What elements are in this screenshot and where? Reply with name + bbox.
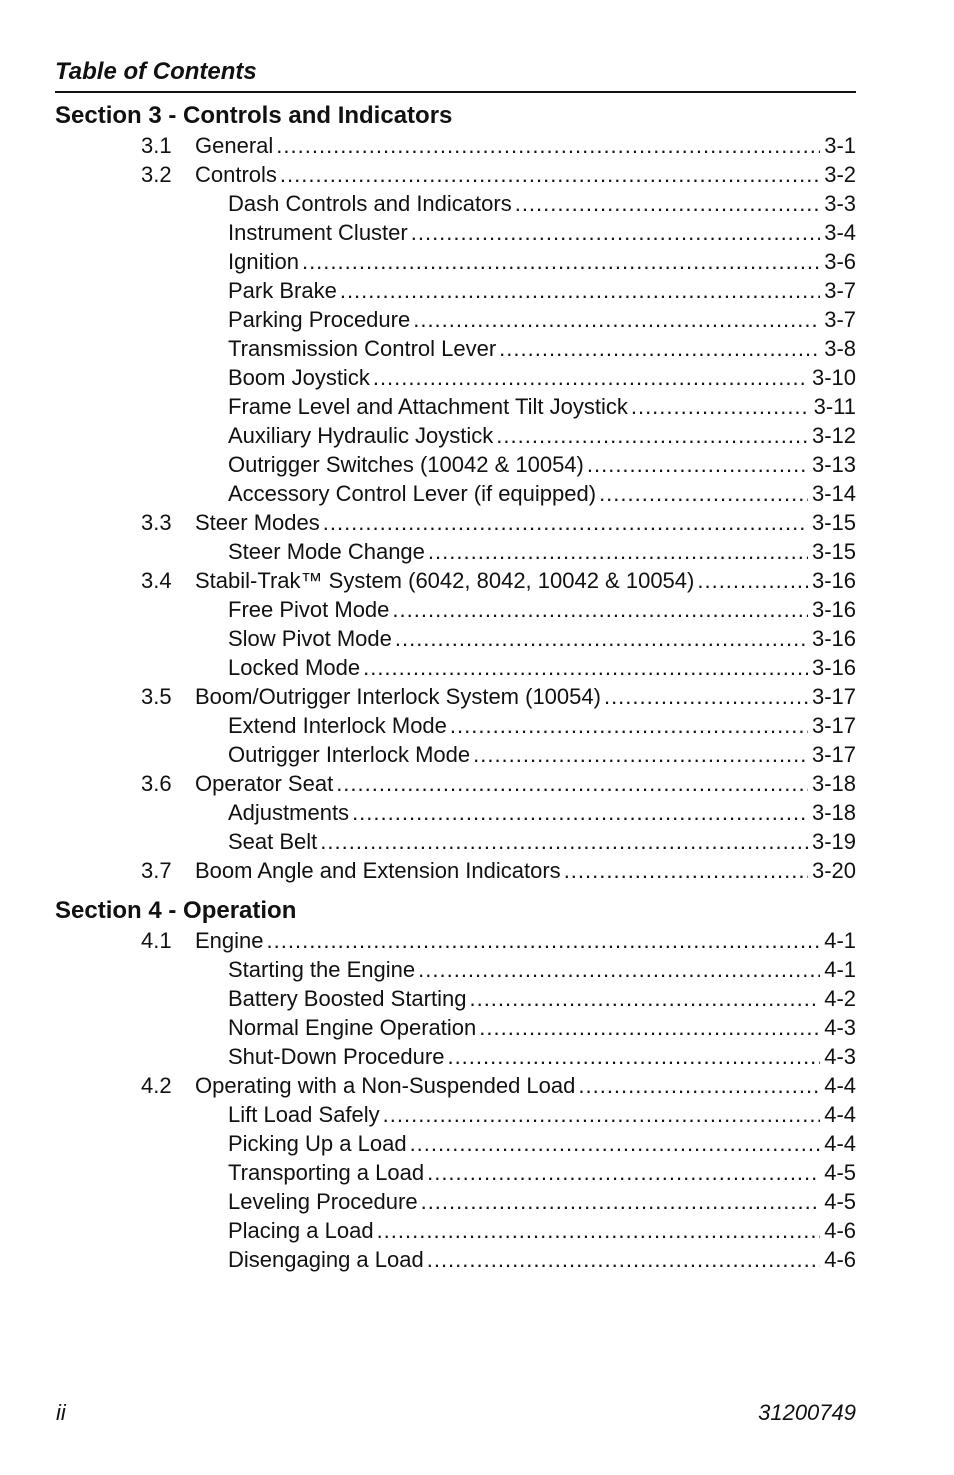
toc-entry-body — [195, 856, 856, 885]
toc-entry-body — [228, 421, 856, 450]
toc-subentry[interactable] — [55, 479, 856, 508]
dot-leader — [418, 955, 820, 984]
toc-entry[interactable] — [55, 926, 856, 955]
toc-entry-number: 3.5 — [141, 684, 172, 709]
toc-entry-page: 4-3 — [824, 1015, 856, 1040]
toc-entry-body — [228, 740, 856, 769]
toc-entry-page: 4-4 — [824, 1102, 856, 1127]
toc-subentry[interactable] — [55, 537, 856, 566]
toc-subentry[interactable] — [55, 247, 856, 276]
toc-entry-body — [228, 1158, 856, 1187]
dot-leader — [302, 247, 820, 276]
toc-entry-body — [228, 247, 856, 276]
toc-entry-label: Controls — [195, 162, 277, 187]
toc-subentry[interactable] — [55, 1158, 856, 1187]
toc-entry-page: 4-6 — [824, 1247, 856, 1272]
toc-entry-page: 4-1 — [824, 957, 856, 982]
toc-entry-number: 3.4 — [141, 568, 172, 593]
dot-leader — [340, 276, 820, 305]
toc-entry-label: Extend Interlock Mode — [228, 713, 447, 738]
toc-entry-label: Boom/Outrigger Interlock System (10054) — [195, 684, 601, 709]
toc-entry-page: 3-16 — [811, 626, 856, 651]
toc-entry-body — [195, 682, 856, 711]
toc-entry-page: 3-16 — [811, 568, 856, 593]
toc-entry-body — [228, 1216, 856, 1245]
toc-entry[interactable] — [55, 131, 856, 160]
toc-entry-label: Auxiliary Hydraulic Joystick — [228, 423, 494, 448]
toc-entry-label: Placing a Load — [228, 1218, 374, 1243]
dot-leader — [395, 624, 808, 653]
dot-leader — [604, 682, 808, 711]
toc-entry-label: Starting the Engine — [228, 957, 416, 982]
toc-subentry[interactable] — [55, 827, 856, 856]
toc-entry-label: Free Pivot Mode — [228, 597, 390, 622]
toc-entry-number: 3.2 — [141, 162, 172, 187]
toc-subentry[interactable] — [55, 1129, 856, 1158]
dot-leader — [428, 537, 808, 566]
toc-entry-label: Stabil-Trak™ System (6042, 8042, 10042 & 10054) — [195, 568, 695, 593]
dot-leader — [377, 1216, 821, 1245]
section-title: Section 3 - Controls and Indicators — [55, 102, 453, 129]
toc-entry-body — [228, 450, 856, 479]
toc-subentry[interactable] — [55, 276, 856, 305]
toc-entry-body — [195, 566, 856, 595]
toc-entry-page: 3-11 — [813, 394, 856, 419]
toc-entry-body — [228, 363, 856, 392]
toc-entry-page: 3-8 — [824, 336, 856, 361]
toc-entry-body — [228, 189, 856, 218]
toc-entry-body — [228, 1245, 856, 1274]
toc-subentry[interactable] — [55, 421, 856, 450]
toc-entry-body — [228, 711, 856, 740]
toc-subentry[interactable] — [55, 363, 856, 392]
dot-leader — [479, 1013, 820, 1042]
section-title: Section 4 - Operation — [55, 897, 297, 924]
toc-entry-number: 3.6 — [141, 771, 172, 796]
toc-entry-label: Accessory Control Lever (if equipped) — [228, 481, 597, 506]
toc-entry-page: 3-15 — [811, 510, 856, 535]
toc-subentry[interactable] — [55, 450, 856, 479]
toc-entry-label: Adjustments — [228, 800, 350, 825]
dot-leader — [413, 305, 820, 334]
toc-entry-page: 4-4 — [824, 1131, 856, 1156]
dot-leader — [587, 450, 808, 479]
toc-entry-number: 3.1 — [141, 133, 172, 158]
toc-entry-label: Picking Up a Load — [228, 1131, 407, 1156]
toc-entry-body — [228, 595, 856, 624]
toc-subentry[interactable] — [55, 624, 856, 653]
toc-entry-number: 4.2 — [141, 1073, 172, 1098]
toc-entry[interactable] — [55, 856, 856, 885]
toc-entry-label: Outrigger Switches (10042 & 10054) — [228, 452, 584, 477]
toc-entry-label: Dash Controls and Indicators — [228, 191, 512, 216]
page-title: Table of Contents — [55, 58, 257, 85]
toc-entry-page: 3-12 — [811, 423, 856, 448]
toc-entry-page: 3-16 — [811, 597, 856, 622]
dot-leader — [411, 218, 820, 247]
toc-entry-label: Transmission Control Lever — [228, 336, 497, 361]
dot-leader — [447, 1042, 820, 1071]
toc-entries — [55, 131, 856, 885]
dot-leader — [697, 566, 808, 595]
toc-entry-label: Locked Mode — [228, 655, 361, 680]
dot-leader — [320, 827, 808, 856]
toc-subentry[interactable] — [55, 189, 856, 218]
toc-entry-body — [195, 769, 856, 798]
dot-leader — [276, 131, 820, 160]
toc-subentry[interactable] — [55, 955, 856, 984]
document-number: 31200749 — [758, 1400, 856, 1425]
dot-leader — [578, 1071, 820, 1100]
toc-entry-body — [228, 1129, 856, 1158]
toc-entry-page: 4-3 — [824, 1044, 856, 1069]
toc-entry-label: Battery Boosted Starting — [228, 986, 467, 1011]
dot-leader — [373, 363, 808, 392]
toc-entry-label: Transporting a Load — [228, 1160, 425, 1185]
dot-leader — [383, 1100, 821, 1129]
toc-section-3 — [55, 101, 856, 885]
toc-entry-number: 3.3 — [141, 510, 172, 535]
toc-entry-page: 3-18 — [811, 771, 856, 796]
toc-entry-page: 3-10 — [811, 365, 856, 390]
toc-entry-page: 4-5 — [824, 1160, 856, 1185]
dot-leader — [267, 926, 821, 955]
dot-leader — [323, 508, 808, 537]
toc-subentry[interactable] — [55, 1216, 856, 1245]
toc-entry-page: 3-7 — [824, 278, 856, 303]
toc-entry-label: Steer Modes — [195, 510, 320, 535]
toc-entry-page: 4-5 — [824, 1189, 856, 1214]
toc-entry-body — [228, 798, 856, 827]
toc-entry-body — [228, 276, 856, 305]
toc-entry-label: Shut-Down Procedure — [228, 1044, 445, 1069]
toc-entry-page: 3-2 — [824, 162, 856, 187]
toc-entry-label: General — [195, 133, 274, 158]
toc-entry-page: 3-4 — [824, 220, 856, 245]
toc-subentry[interactable] — [55, 1013, 856, 1042]
toc-entry-page: 3-15 — [811, 539, 856, 564]
toc-entry-label: Parking Procedure — [228, 307, 411, 332]
toc-entry-page: 3-13 — [811, 452, 856, 477]
toc-entry-label: Slow Pivot Mode — [228, 626, 392, 651]
toc-entry[interactable] — [55, 508, 856, 537]
toc-entry-page: 3-17 — [811, 713, 856, 738]
dot-leader — [336, 769, 808, 798]
dot-leader — [421, 1187, 821, 1216]
toc-subentry[interactable] — [55, 984, 856, 1013]
toc-entry-body — [228, 537, 856, 566]
toc-entry-body — [228, 479, 856, 508]
toc-entry-page: 3-18 — [811, 800, 856, 825]
toc-entry-label: Steer Mode Change — [228, 539, 425, 564]
toc-entry-label: Normal Engine Operation — [228, 1015, 477, 1040]
toc-entry-body — [228, 1013, 856, 1042]
toc-entries — [55, 926, 856, 1274]
toc-entry-label: Frame Level and Attachment Tilt Joystick — [228, 394, 628, 419]
toc-entry-label: Operating with a Non-Suspended Load — [195, 1073, 576, 1098]
toc-entry-page: 3-19 — [811, 829, 856, 854]
toc-entry-label: Operator Seat — [195, 771, 334, 796]
toc-entry-page: 4-6 — [824, 1218, 856, 1243]
toc-entry-body — [228, 653, 856, 682]
toc-entry-page: 3-20 — [811, 858, 856, 883]
toc-entry-label: Outrigger Interlock Mode — [228, 742, 471, 767]
toc-entry-body — [228, 984, 856, 1013]
dot-leader — [363, 653, 808, 682]
toc-entry-page: 4-4 — [824, 1073, 856, 1098]
toc-subentry[interactable] — [55, 1042, 856, 1071]
toc-entry-body — [228, 305, 856, 334]
toc-entry[interactable] — [55, 769, 856, 798]
toc-entry-page: 3-17 — [811, 742, 856, 767]
toc-entry-label: Engine — [195, 928, 264, 953]
toc-entry-page: 4-1 — [824, 928, 856, 953]
toc-entry-body — [228, 334, 856, 363]
dot-leader — [280, 160, 820, 189]
toc-subentry[interactable] — [55, 740, 856, 769]
toc-entry-body — [228, 1187, 856, 1216]
toc-entry[interactable] — [55, 566, 856, 595]
dot-leader — [564, 856, 808, 885]
toc-entry-label: Leveling Procedure — [228, 1189, 418, 1214]
toc-entry[interactable] — [55, 1071, 856, 1100]
toc-entry-body — [228, 827, 856, 856]
dot-leader — [469, 984, 820, 1013]
toc-entry-body — [228, 624, 856, 653]
dot-leader — [410, 1129, 821, 1158]
toc-entry-page: 3-1 — [824, 133, 856, 158]
page-header — [55, 58, 856, 93]
dot-leader — [599, 479, 808, 508]
toc-entry-page: 3-14 — [811, 481, 856, 506]
toc-entry[interactable] — [55, 160, 856, 189]
toc-entry-body — [228, 218, 856, 247]
toc-entry-label: Boom Angle and Extension Indicators — [195, 858, 561, 883]
toc-subentry[interactable] — [55, 711, 856, 740]
dot-leader — [392, 595, 808, 624]
page-number: ii — [56, 1400, 66, 1425]
toc-entry-label: Boom Joystick — [228, 365, 370, 390]
dot-leader — [352, 798, 808, 827]
dot-leader — [450, 711, 808, 740]
toc-subentry[interactable] — [55, 1245, 856, 1274]
toc-entry-number: 4.1 — [141, 928, 172, 953]
toc-entry-body — [228, 392, 856, 421]
toc-subentry[interactable] — [55, 305, 856, 334]
toc-entry-page: 4-2 — [824, 986, 856, 1011]
toc-subentry[interactable] — [55, 595, 856, 624]
toc-entry-body — [195, 1071, 856, 1100]
toc-entry-number: 3.7 — [141, 858, 172, 883]
toc-entry-page: 3-7 — [824, 307, 856, 332]
toc-entry-page: 3-6 — [824, 249, 856, 274]
toc-entry-body — [195, 926, 856, 955]
dot-leader — [427, 1245, 820, 1274]
toc-entry-label: Lift Load Safely — [228, 1102, 380, 1127]
toc-entry-page: 3-16 — [811, 655, 856, 680]
toc-entry-page: 3-3 — [824, 191, 856, 216]
dot-leader — [631, 392, 810, 421]
toc-entry-label: Park Brake — [228, 278, 337, 303]
toc-entry-body — [195, 508, 856, 537]
toc-subentry[interactable] — [55, 653, 856, 682]
toc-subentry[interactable] — [55, 218, 856, 247]
dot-leader — [473, 740, 808, 769]
toc-subentry[interactable] — [55, 798, 856, 827]
toc-entry-body — [228, 1100, 856, 1129]
toc-entry-page: 3-17 — [811, 684, 856, 709]
dot-leader — [499, 334, 820, 363]
dot-leader — [496, 421, 808, 450]
toc-entry-label: Instrument Cluster — [228, 220, 408, 245]
toc-entry-body — [195, 131, 856, 160]
toc-entry-label: Disengaging a Load — [228, 1247, 424, 1272]
toc-entry-body — [228, 955, 856, 984]
toc-subentry[interactable] — [55, 1100, 856, 1129]
dot-leader — [427, 1158, 820, 1187]
dot-leader — [515, 189, 821, 218]
toc-entry-body — [195, 160, 856, 189]
toc-subentry[interactable] — [55, 334, 856, 363]
toc-subentry[interactable] — [55, 392, 856, 421]
toc-subentry[interactable] — [55, 1187, 856, 1216]
toc-entry-body — [228, 1042, 856, 1071]
toc-entry[interactable] — [55, 682, 856, 711]
toc-section-4 — [55, 896, 856, 1274]
toc-entry-label: Seat Belt — [228, 829, 318, 854]
toc-entry-label: Ignition — [228, 249, 299, 274]
